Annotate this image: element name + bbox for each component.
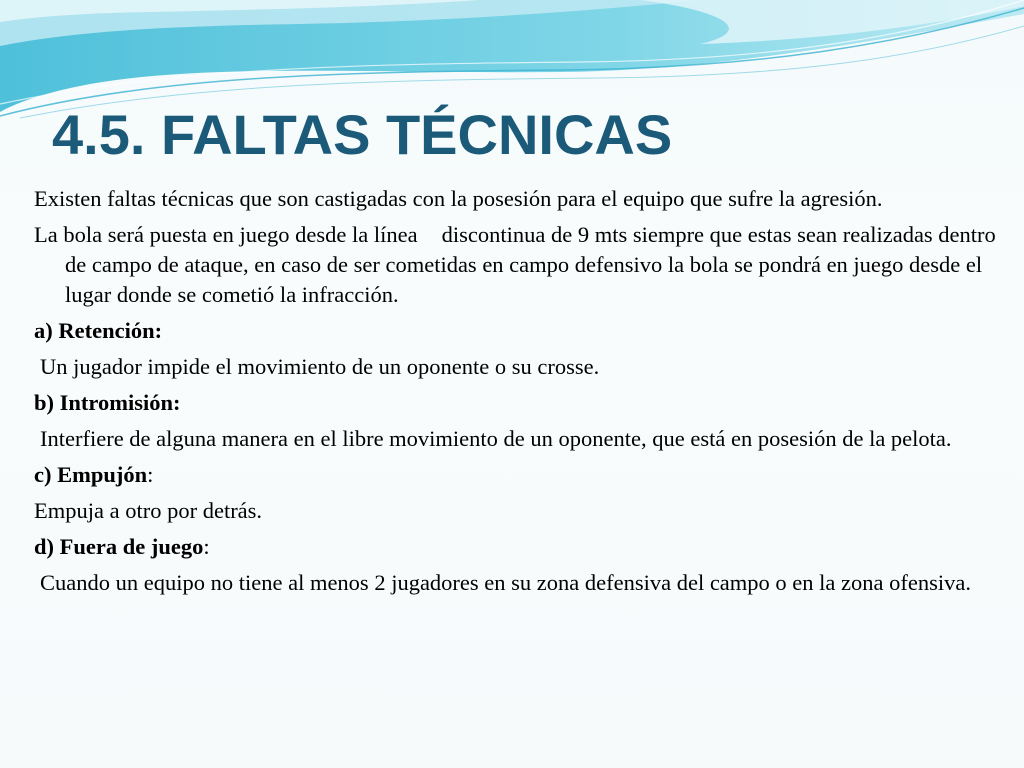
section-a-text: Un jugador impide el movimiento de un oponente o su crosse. (40, 354, 600, 379)
section-b-text: Interfiere de alguna manera en el libre movimiento de un oponente, que está en posesión de la pelota. (40, 426, 952, 451)
section-c-heading (34, 460, 1014, 490)
slide-title: 4.5. FALTAS TÉCNICAS (52, 103, 673, 166)
section-a-heading (34, 316, 1014, 346)
section-c-text: Empuja a otro por detrás. (34, 498, 263, 523)
slide-body (34, 184, 1014, 604)
section-a-label: a) Retención: (34, 318, 163, 343)
wave-header-decoration (0, 0, 1024, 120)
section-c-body (34, 496, 1014, 526)
section-c-label: c) Empujón (34, 462, 148, 487)
paragraph-rule-text-end: discontinua de 9 mts siempre que estas sean realizadas dentro de campo de ataque, en caso de ser cometidas en campo defensivo la bola se pondrá en juego desde el lugar donde se cometió la infracción. (65, 222, 996, 307)
section-d-colon: : (203, 534, 210, 559)
section-b-body (34, 424, 1014, 454)
paragraph-intro (34, 184, 1014, 214)
section-b-heading (34, 388, 1014, 418)
section-d-text: Cuando un equipo no tiene al menos 2 jugadores en su zona defensiva del campo o en la zona ofensiva. (40, 570, 971, 595)
section-a-body (34, 352, 1014, 382)
section-d-label: d) Fuera de juego (34, 534, 204, 559)
section-d-heading (34, 532, 1014, 562)
section-d-body (34, 568, 1014, 598)
section-b-label: b) Intromisión: (34, 390, 181, 415)
paragraph-rule-text-start: La bola será puesta en juego desde la línea (34, 222, 418, 247)
paragraph-rule (34, 220, 1014, 310)
paragraph-intro-text: Existen faltas técnicas que son castigadas con la posesión para el equipo que sufre la agresión. (34, 186, 883, 211)
section-c-colon: : (147, 462, 154, 487)
